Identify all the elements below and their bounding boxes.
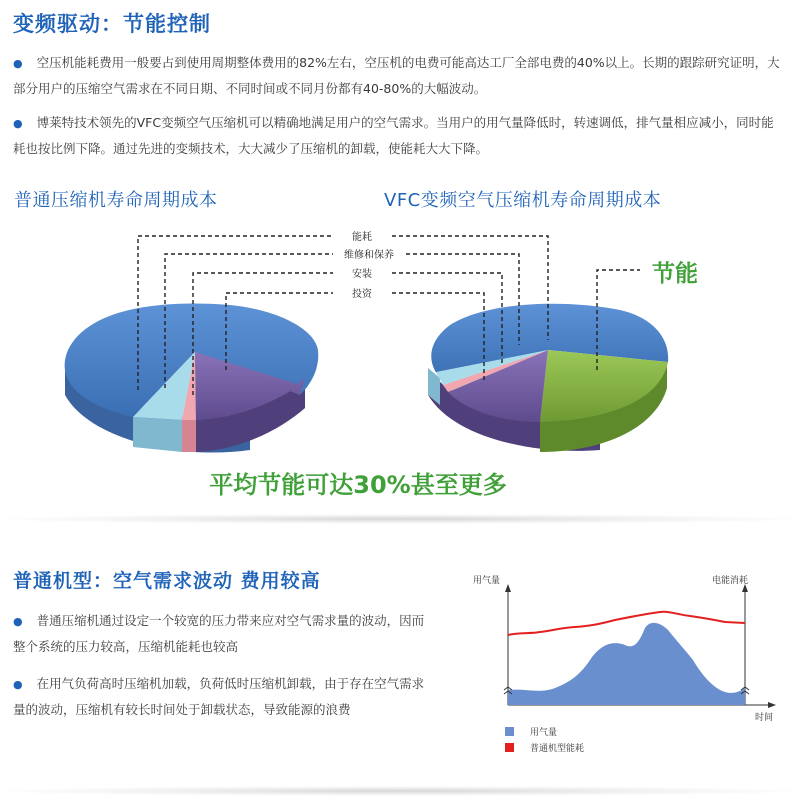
legend-label-demand: 用气量	[530, 728, 558, 738]
legend-swatch-demand	[505, 727, 514, 736]
section1-paragraph-1: ● 空压机能耗费用一般要占到使用周期整体费用的82%左右，空压机的电费可能高达工厂全部电费的40%以上。长期的跟踪研究证明，大部分用户的压缩空气需求在不同日期、不同时间或不同月份都有40-80%的大幅波动。	[13, 55, 780, 96]
divider-shadow-bottom	[10, 786, 790, 796]
label-maintenance: 维修和保养	[344, 250, 394, 261]
bullet-icon: ●	[13, 57, 23, 70]
y-axis-left-arrow-icon	[505, 584, 511, 592]
legend-swatch-energy	[505, 743, 514, 752]
label-energy: 能耗	[352, 232, 372, 243]
legend-label-energy: 普通机型能耗	[530, 744, 585, 754]
ylabel-right: 电能消耗	[712, 576, 749, 586]
xlabel: 时间	[755, 713, 774, 723]
ylabel-left: 用气量	[473, 576, 501, 586]
section2-title: 普通机型：空气需求波动 费用较高	[13, 570, 321, 592]
pie-left-title: 普通压缩机寿命周期成本	[14, 190, 218, 211]
series-energy-line	[508, 612, 745, 635]
pie-right-title: VFC变频空气压缩机寿命周期成本	[384, 190, 662, 211]
label-saving: 节能	[652, 261, 698, 287]
x-axis-arrow-icon	[768, 702, 776, 708]
bullet-icon: ●	[13, 117, 23, 130]
section1-paragraph-2: ● 博莱特技术领先的VFC变频空气压缩机可以精确地满足用户的空气需求。当用户的用气量降低时，转速调低，排气量相应减小，同时能耗也按比例下降。通过先进的变频技术，大大减少了压缩机的卸载，使能耗大大下降。	[13, 115, 774, 156]
section2-paragraph-1: ● 普通压缩机通过设定一个较宽的压力带来应对空气需求量的波动，因而整个系统的压力较高，压缩机能耗也较高	[13, 613, 425, 654]
bullet-icon: ●	[13, 615, 23, 628]
label-install: 安装	[352, 269, 372, 280]
series-demand-area	[508, 623, 745, 705]
section2-paragraph-2: ● 在用气负荷高时压缩机加载，负荷低时压缩机卸载，由于存在空气需求量的波动，压缩机有较长时间处于卸载状态，导致能源的浪费	[13, 676, 425, 717]
label-investment: 投资	[352, 289, 372, 300]
section1-title: 变频驱动：节能控制	[13, 12, 211, 36]
saving-banner: 平均节能可达30%甚至更多	[209, 471, 507, 499]
bullet-icon: ●	[13, 678, 23, 691]
